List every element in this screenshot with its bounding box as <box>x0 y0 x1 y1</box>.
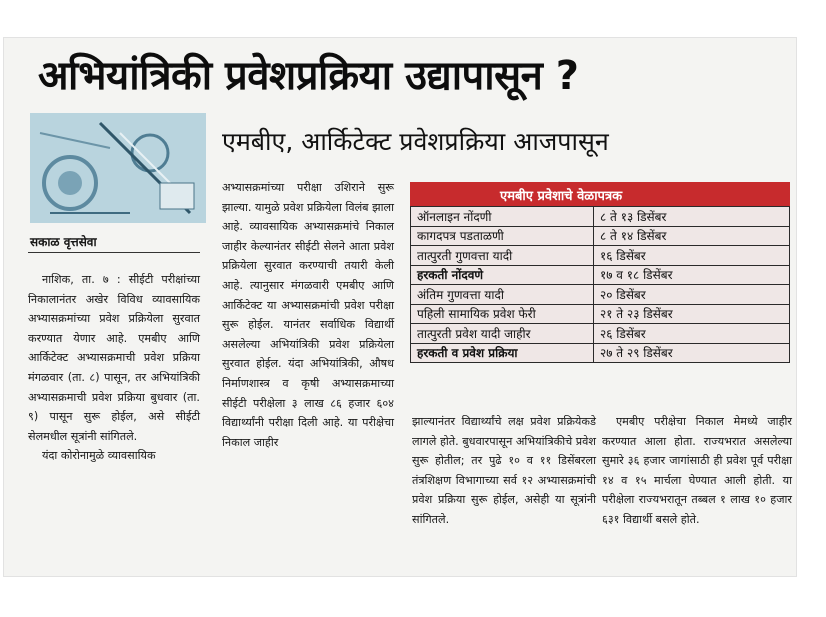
schedule-date: ८ ते १४ डिसेंबर <box>594 226 790 246</box>
schedule-date: ८ ते १३ डिसेंबर <box>594 207 790 227</box>
engineering-tools-image <box>30 113 206 223</box>
schedule-row <box>411 246 790 266</box>
schedule-date: २६ डिसेंबर <box>594 324 790 344</box>
schedule-rows <box>410 206 790 363</box>
schedule-table <box>410 182 790 363</box>
schedule-date: १७ व १८ डिसेंबर <box>594 265 790 285</box>
schedule-row <box>411 226 790 246</box>
schedule-event: कागदपत्र पडताळणी <box>411 226 594 246</box>
article-column-3 <box>412 412 596 530</box>
paragraph: झाल्यानंतर विद्यार्थ्यांचे लक्ष प्रवेश प्रक्रियेकडे लागले होते. बुधवारपासून अभियांत्रिकीचे प्रवेश सुरू होतील; तर पुढे १० व ११ डिसेंबरला तंत्रशिक्षण विभागाच्या सर्व १२ अभ्यासक्रमांची प्रवेश प्रक्रिया सुरू होईल, असेही या सूत्रांनी सांगितले. <box>412 415 596 526</box>
schedule-date: २१ ते २३ डिसेंबर <box>594 304 790 324</box>
paragraph: एमबीए परीक्षेचा निकाल मेमध्ये जाहीर करण्यात आला होता. राज्यभरात असलेल्या सुमारे ३६ हजार जागांसाठी ही प्रवेश पूर्व परीक्षा १४ व १५ मार्चला घेण्यात आली होती. या परीक्षेला राज्यभरातून तब्बल १ लाख १० हजार ६३१ विद्यार्थी बसले होते. <box>602 415 792 526</box>
article-column-4 <box>602 412 792 530</box>
schedule-event: ऑनलाइन नोंदणी <box>411 207 594 227</box>
article-column-2 <box>222 178 394 452</box>
schedule-event: हरकती नोंदवणे <box>411 265 594 285</box>
schedule-row <box>411 324 790 344</box>
headline: अभियांत्रिकी प्रवेशप्रक्रिया उद्यापासून ? <box>38 53 579 99</box>
schedule-date: २० डिसेंबर <box>594 285 790 305</box>
schedule-row <box>411 207 790 227</box>
schedule-event: तात्पुरती प्रवेश यादी जाहीर <box>411 324 594 344</box>
schedule-date: १६ डिसेंबर <box>594 246 790 266</box>
schedule-event: अंतिम गुणवत्ता यादी <box>411 285 594 305</box>
paragraph: नाशिक, ता. ७ : सीईटी परीक्षांच्या निकालानंतर अखेर विविध व्यावसायिक अभ्यासक्रमांच्या प्रवेश प्रक्रियेला सुरवात करण्यात येणार आहे. एमबीए आणि आर्किटेक्ट अभ्यासक्रमाची प्रवेश प्रक्रिया मंगळवार (ता. ८) पासून, तर अभियांत्रिकी अभ्यासक्रमाची प्रवेश प्रक्रिया बुधवार (ता. ९) पासून सुरू होईल, असे सीईटी सेलमधील सूत्रांनी सांगितले. <box>28 273 200 443</box>
schedule-event: पहिली सामायिक प्रवेश फेरी <box>411 304 594 324</box>
schedule-event: हरकती व प्रवेश प्रक्रिया <box>411 343 594 363</box>
paragraph: यंदा कोरोनामुळे व्यावसायिक <box>42 449 156 463</box>
schedule-row <box>411 304 790 324</box>
article-photo <box>30 113 206 223</box>
byline: सकाळ वृत्तसेवा <box>30 235 97 249</box>
schedule-date: २७ ते २९ डिसेंबर <box>594 343 790 363</box>
schedule-row <box>411 343 790 363</box>
paragraph: अभ्यासक्रमांच्या परीक्षा उशिराने सुरू झाल्या. यामुळे प्रवेश प्रक्रियेला विलंब झाला आहे. व्यावसायिक अभ्यासक्रमांचे निकाल जाहीर केल्यानंतर सीईटी सेलने आता प्रवेश प्रक्रियेला सुरवात करण्याची तयारी केली आहे. त्यानुसार मंगळवारी एमबीए आणि आर्किटेक्ट या अभ्यासक्रमांची प्रवेश परीक्षा सुरू होईल. यानंतर सर्वाधिक विद्यार्थी असलेल्या अभियांत्रिकी प्रवेश प्रक्रियेला सुरवात होईल. यंदा अभियांत्रिकी, औषध निर्माणशास्त्र व कृषी अभ्यासक्रमाच्या सीईटी परीक्षेला ३ लाख ८६ हजार ६०४ विद्यार्थ्यांनी परीक्षा दिली आहे. या परीक्षेचा निकाल जाहीर <box>222 181 394 449</box>
byline-rule <box>28 252 200 253</box>
schedule-title: एमबीए प्रवेशाचे वेळापत्रक <box>410 182 790 206</box>
schedule-row <box>411 285 790 305</box>
schedule-row <box>411 265 790 285</box>
article-column-1 <box>28 270 200 466</box>
schedule-event: तात्पुरती गुणवत्ता यादी <box>411 246 594 266</box>
subheadline: एमबीए, आर्किटेक्ट प्रवेशप्रक्रिया आजपासून <box>222 127 609 156</box>
